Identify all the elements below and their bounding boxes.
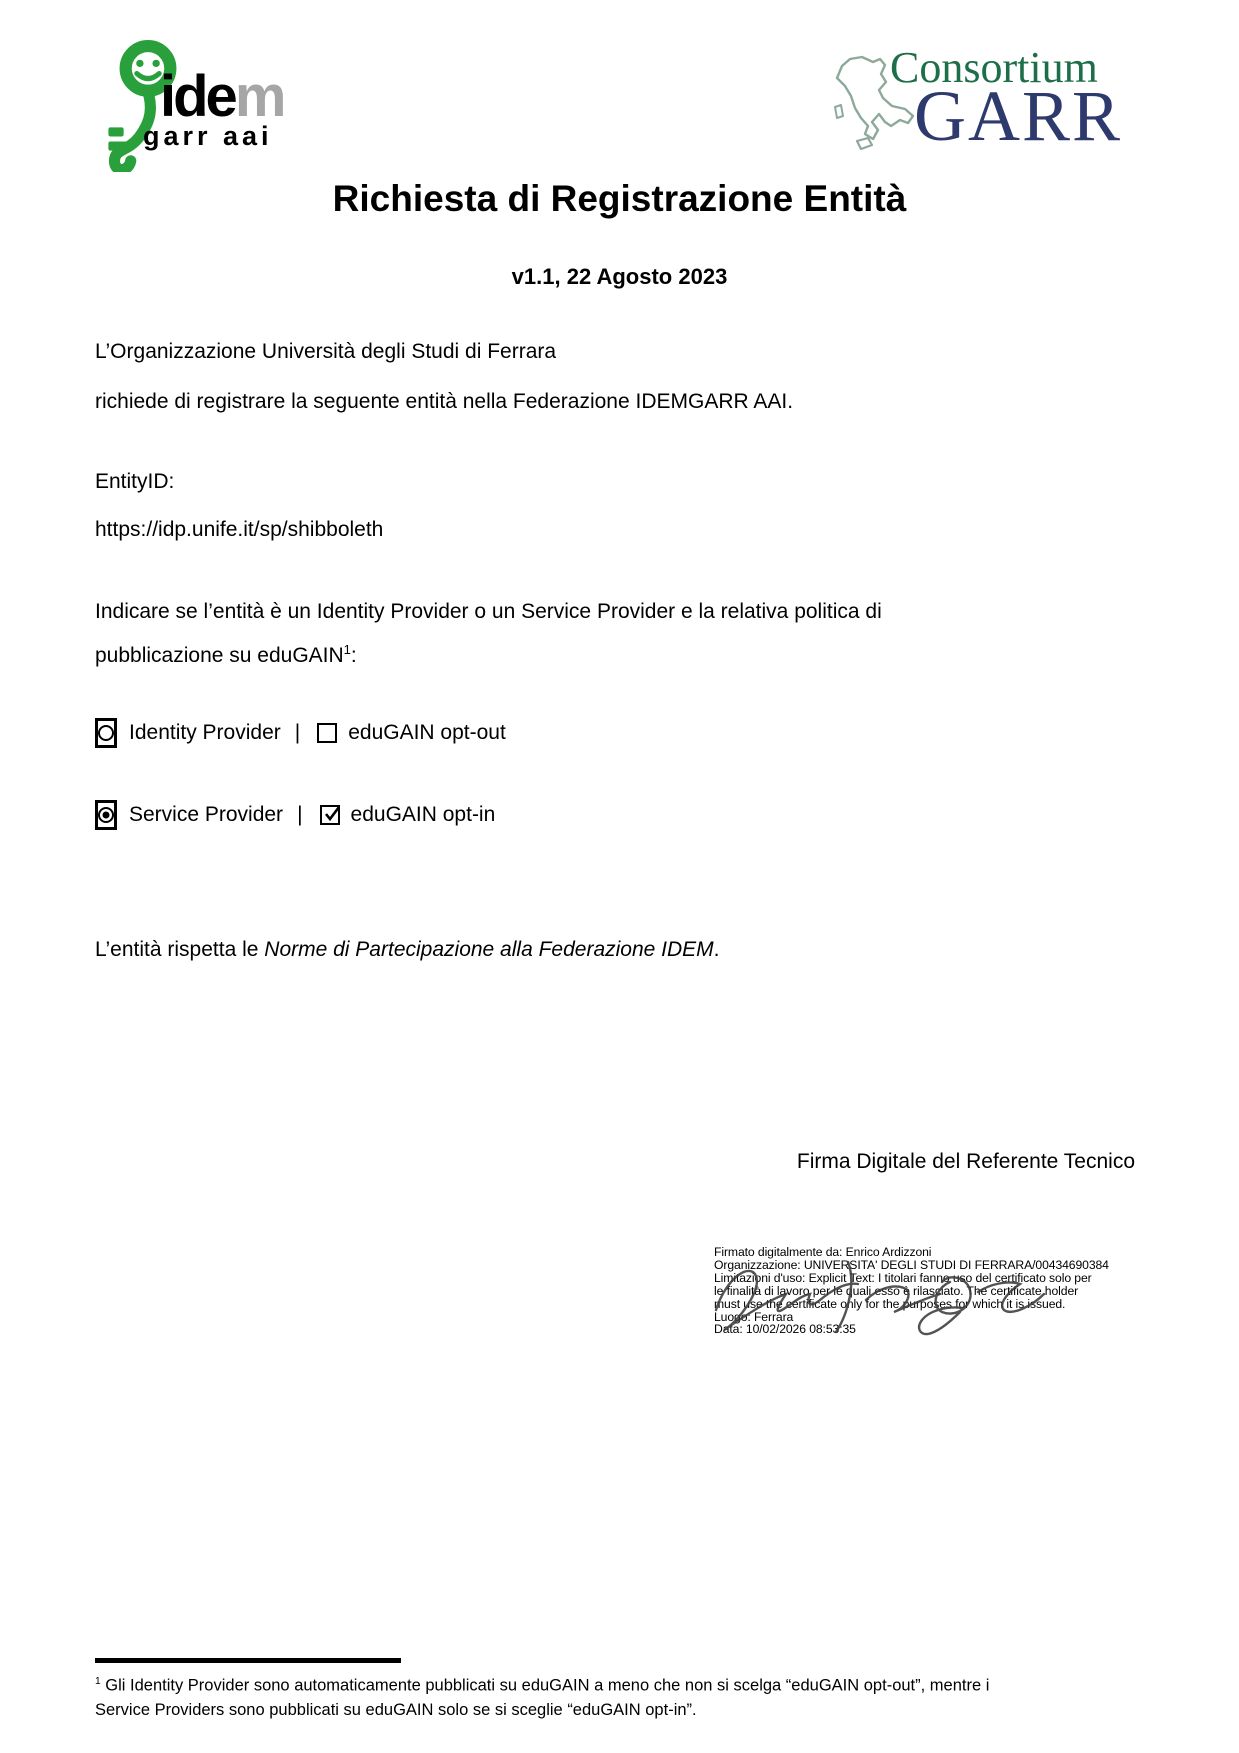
signature-line-limitations-3: must use the certificate only for the purposes for which it is issued.: [714, 1296, 1066, 1311]
footnote-line-1-text: Gli Identity Provider sono automaticamente pubblicati su eduGAIN a meno che non si scelga “eduGAIN opt-out”, mentre i: [100, 1676, 990, 1695]
signature-line-limitations-1: Limitazioni d'uso: Explicit Text: I titolari fanno uso del certificato solo per: [714, 1270, 1092, 1285]
footnote-line-2: [95, 1698, 989, 1723]
idem-wordmark-main: ide: [160, 64, 235, 129]
footnote-reference-marker: 1: [343, 642, 351, 657]
signature-line-organization: Organizzazione: UNIVERSITA' DEGLI STUDI DI FERRARA/00434690384: [714, 1257, 1109, 1272]
idem-wordmark-accent: m: [234, 64, 284, 129]
idem-wordmark: [160, 64, 284, 129]
option-row-identity-provider: [95, 718, 506, 748]
edugain-opt-in-checkbox[interactable]: [320, 805, 340, 825]
instruction-line-2-colon: :: [350, 644, 357, 667]
identity-provider-radio[interactable]: [95, 718, 117, 748]
handwritten-signature-icon: [698, 1248, 1070, 1348]
footnote: [95, 1670, 989, 1723]
footnote-separator-rule: [95, 1658, 401, 1663]
signature-line-place: Luogo: Ferrara: [714, 1309, 794, 1324]
signature-line-signed-by: Firmato digitalmente da: Enrico Ardizzoni: [714, 1245, 932, 1259]
radio-dot-icon: [103, 812, 110, 819]
document-version: v1.1, 22 Agosto 2023: [511, 264, 728, 289]
instruction-line-2-text: pubblicazione su eduGAIN: [95, 644, 344, 667]
footnote-line-1: [95, 1670, 989, 1698]
garr-text: GARR: [914, 76, 1123, 156]
service-provider-radio[interactable]: [95, 800, 117, 830]
instruction-line-2: [95, 642, 357, 668]
footnote-number: 1: [95, 1676, 101, 1687]
compliance-norme-title: Norme di Partecipazione alla Federazione IDEM: [264, 938, 714, 961]
footnote-line-2-text: Service Providers sono pubblicati su eduGAIN solo se si sceglie “eduGAIN opt-in”.: [95, 1701, 697, 1719]
garr-wordmark: [890, 43, 1123, 156]
checkmark-icon: [322, 804, 344, 826]
entityid-label: EntityID:: [95, 470, 175, 493]
option-separator: |: [297, 803, 303, 826]
edugain-opt-out-label: eduGAIN opt-out: [348, 721, 506, 744]
compliance-suffix: .: [713, 938, 720, 961]
option-row-service-provider: [95, 800, 495, 830]
intro-line-request: richiede di registrare la seguente entità nella Federazione IDEMGARR AAI.: [95, 390, 794, 413]
instruction-line-1: Indicare se l’entità è un Identity Provider o un Service Provider e la relativa politica di: [95, 600, 882, 623]
page-title: Richiesta di Registrazione Entità: [332, 178, 907, 219]
signature-line-date: Data: 10/02/2026 08:53:35: [714, 1322, 856, 1337]
signature-line-limitations-2: le finalità di lavoro per le quali esso è rilasciato. The certificate holder: [714, 1283, 1079, 1298]
identity-provider-label: Identity Provider: [129, 721, 281, 744]
consortium-garr-logo: [828, 43, 1128, 158]
edugain-opt-in-label: eduGAIN opt-in: [350, 803, 496, 826]
option-separator: |: [294, 721, 301, 744]
radio-circle-icon: [98, 725, 114, 741]
consortium-text: Consortium: [890, 43, 1098, 92]
compliance-statement: [95, 938, 720, 962]
compliance-prefix: L’entità rispetta le: [95, 938, 265, 961]
edugain-opt-out-checkbox[interactable]: [317, 723, 337, 743]
entityid-value: https://idp.unife.it/sp/shibboleth: [95, 518, 384, 541]
intro-line-organization: L’Organizzazione Università degli Studi di Ferrara: [95, 340, 557, 363]
idem-subtitle: garr aai: [143, 121, 273, 151]
signature-caption: Firma Digitale del Referente Tecnico: [796, 1150, 1135, 1173]
idem-garr-aai-logo: [103, 40, 303, 170]
service-provider-label: Service Provider: [129, 803, 284, 826]
